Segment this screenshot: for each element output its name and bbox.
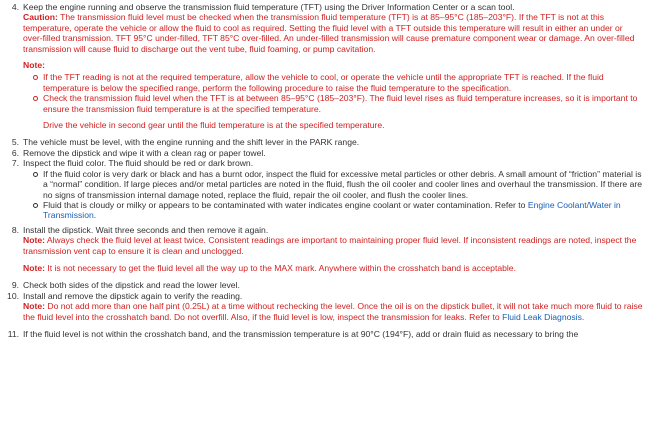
step-10 (6, 291, 644, 322)
note-label: Note: (23, 301, 45, 312)
note-list (23, 72, 644, 114)
list-item-end: . (93, 210, 97, 221)
step-9 (6, 280, 644, 290)
step-number: 5. (11, 137, 19, 148)
step-number: 11. (7, 328, 19, 339)
note-item: Check the transmission fluid level when the TFT is at between 85–95°C (185–203°F). The fluid level rises as fluid temperature increases, so it is important to ensure the transmission fluid temperature is at the specified temperature. (33, 93, 644, 114)
fluid-leak-diagnosis-link[interactable]: Fluid Leak Diagnosis (502, 311, 582, 322)
note-end: . (581, 311, 585, 322)
step-4 (6, 2, 644, 130)
step-number: 6. (11, 147, 19, 158)
step-text: The vehicle must be level, with the engine running and the shift lever in the PARK range. (23, 137, 360, 148)
list-item-text: Fluid that is cloudy or milky or appears to be contaminated with water indicates engine coolant or water contamination. Refer to (43, 199, 528, 210)
list-item: If the fluid color is very dark or black and has a burnt odor, inspect the fluid for excessive metal particles or other debris. A small amount of “friction” material is a “normal” condition. If large pieces and/or metal particles are noted in the fluid, flush the oil cooler and cooler lines and overhaul the transmission. If there are no signs of transmission internal damage noted, replace the fluid, repair the oil cooler, and flush the cooler lines. (33, 169, 644, 200)
step-number: 8. (11, 224, 19, 235)
note-item: If the TFT reading is not at the required temperature, allow the vehicle to cool, or operate the vehicle until the appropriate TFT is reached. If the fluid temperature is below the specified range, perform the following procedure to raise the fluid temperature to the specification. (33, 72, 644, 93)
step-number: 4. (11, 2, 19, 12)
step-number: 7. (11, 158, 19, 169)
list-item (33, 200, 644, 221)
caution-label: Caution: (23, 12, 58, 23)
step-number: 9. (11, 280, 19, 291)
step-5 (6, 137, 644, 147)
note-text: Do not add more than one half pint (0.25L) at a time without rechecking the level. Once the oil is on the dipstick bullet, it will not take much more fluid to raise the fluid level into the crosshatch band. Do not overfill. Also, if the fluid level is low, inspect the transmission for leaks. Refer to (23, 301, 643, 322)
step-8 (6, 225, 644, 274)
step-text: Remove the dipstick and wipe it with a clean rag or paper towel. (23, 147, 266, 158)
note-text: Always check the fluid level at least twice. Consistent readings are important to maintaining proper fluid level. If inconsistent readings are noted, inspect the transmission vent cap to ensure it is clean and unclogged. (23, 235, 637, 256)
engine-coolant-link[interactable]: Engine Coolant/Water in Transmission (43, 199, 621, 221)
note-text: It is not necessary to get the fluid level all the way up to the MAX mark. Anywhere within the crosshatch band is acceptable. (47, 262, 516, 273)
step-text: Install and remove the dipstick again to verify the reading. (23, 290, 243, 301)
note-label: Note: (23, 235, 45, 246)
drive-instruction: Drive the vehicle in second gear until the fluid temperature is at the specified temperature. (43, 120, 385, 131)
note-block (23, 263, 644, 273)
note-label: Note: (23, 60, 45, 71)
step-7 (6, 158, 644, 220)
caution-text: The transmission fluid level must be checked when the transmission fluid temperature (TFT) is at 85–95°C (185–203°F). If the TFT is not at this temperature, operate the vehicle or allow the fluid to cool as required. Setting the fluid level with a TFT outside this temperature will result in either an under or over-filled transmission. TFT 95°C under-filled, TFT 85°C over-filled. An under-filled transmission will cause premature component wear or damage. An over-filled transmission will cause fluid to discharge out the vent tube, fluid foaming, or pump cavitation. (23, 12, 635, 54)
step-text: Check both sides of the dipstick and read the lower level. (23, 280, 240, 291)
step-text: Keep the engine running and observe the transmission fluid temperature (TFT) using the Driver Information Center or a scan tool. (23, 2, 515, 12)
step-text: If the fluid level is not within the crosshatch band, and the transmission temperature is at 90°C (194°F), add or drain fluid as necessary to bring the (23, 328, 579, 339)
step-text: Install the dipstick. Wait three seconds and then remove it again. (23, 224, 269, 235)
caution-block (23, 12, 644, 54)
note-block (23, 235, 644, 256)
step-number: 10. (7, 290, 19, 301)
step-6 (6, 148, 644, 158)
inspection-list (23, 169, 644, 221)
step-11 (6, 329, 644, 339)
note-block (23, 301, 644, 322)
step-text: Inspect the fluid color. The fluid should be red or dark brown. (23, 158, 254, 169)
note-label: Note: (23, 262, 45, 273)
